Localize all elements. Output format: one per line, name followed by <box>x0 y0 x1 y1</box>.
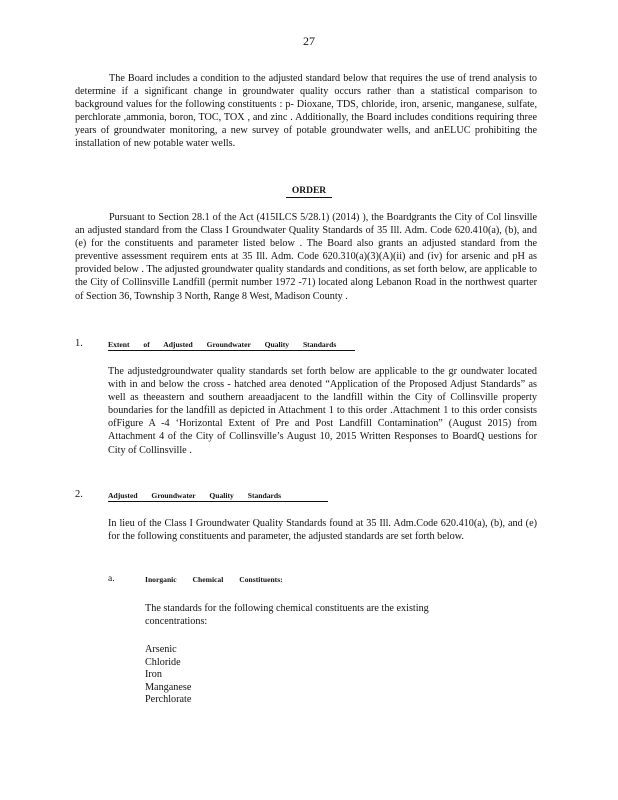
list-item: Chloride <box>145 656 181 668</box>
subsection-a-letter: a. <box>108 574 115 584</box>
order-heading <box>0 186 618 196</box>
constituent-list <box>145 644 191 707</box>
section-1-heading: Extent of Adjusted Groundwater Quality Standards <box>108 340 355 351</box>
intro-paragraph: The Board includes a condition to the adjusted standard below that requires the use of trend analysis to determine if a significant change in groundwater quality occurs rather than a statistical comparison to background values for the following constituents : p- Dioxane, TDS, chloride, iron, arsenic, manganese, sulfate, perchlorate ,ammonia, boron, TOC, TOX , and zinc . Additionally, the Board includes conditions requiring three years of groundwater monitoring, a new survey of potable groundwater wells, and anELUC prohibiting the installation of new potable water wells. <box>75 73 537 150</box>
list-item: Manganese <box>145 681 192 693</box>
order-heading-text: ORDER <box>286 186 332 198</box>
list-item: Iron <box>145 669 162 681</box>
list-item: Arsenic <box>145 644 177 655</box>
section-1-body: The adjustedgroundwater quality standards set forth below are applicable to the gr oundwater located with in and below the cross - hatched area denoted “Application of the Proposed Adjust Standards” as well as theeastern and southern areaadjacent to the landfill within the City of Collinsville property boundaries for the landfill as depicted in Attachment 1 to this order .Attachment 1 to this order consists ofFigure A -4 ‘Horizontal Extent of Pre and Post Landfill Contamination” (August 2015) from Attachment 4 of the City of Collinsville’s August 10, 2015 Written Responses to BoardQ uestions for City of Collinsville . <box>108 366 537 456</box>
section-1-number: 1. <box>75 338 83 349</box>
order-paragraph: Pursuant to Section 28.1 of the Act (415ILCS 5/28.1) (2014) ), the Boardgrants the City of Col linsville an adjusted standard from the Class I Groundwater Quality Standards of 35 Ill. Adm. Code 620.410(a), (b), and (e) for the constituents and parameter listed below . The Board also grants an adjusted standard from the preventive assessment requirem ents at 35 Ill. Adm. Code 620.310(a)(3)(A)(ii) and (iv) for arsenic and pH as provided below . The adjusted groundwater quality standards and conditions, as set forth below, are applicable to the City of Collinsville Landfill (permit number 1972 -71) located along Lebanon Road in the northwest quarter of Section 36, Township 3 North, Range 8 West, Madison County . <box>75 212 537 302</box>
section-2-heading: Adjusted Groundwater Quality Standards <box>108 491 328 502</box>
list-item: Perchlorate <box>145 694 192 706</box>
subsection-a-heading: Inorganic Chemical Constituents: <box>145 575 283 584</box>
subsection-a-text: The standards for the following chemical constituents are the existing concentrations: <box>145 603 429 628</box>
section-2-body: In lieu of the Class I Groundwater Quality Standards found at 35 Ill. Adm.Code 620.410(a), (b), and (e) for the following constituents and parameter, the adjusted standards are set forth below. <box>108 518 537 543</box>
section-2-number: 2. <box>75 489 83 500</box>
page-number: 27 <box>303 34 315 48</box>
